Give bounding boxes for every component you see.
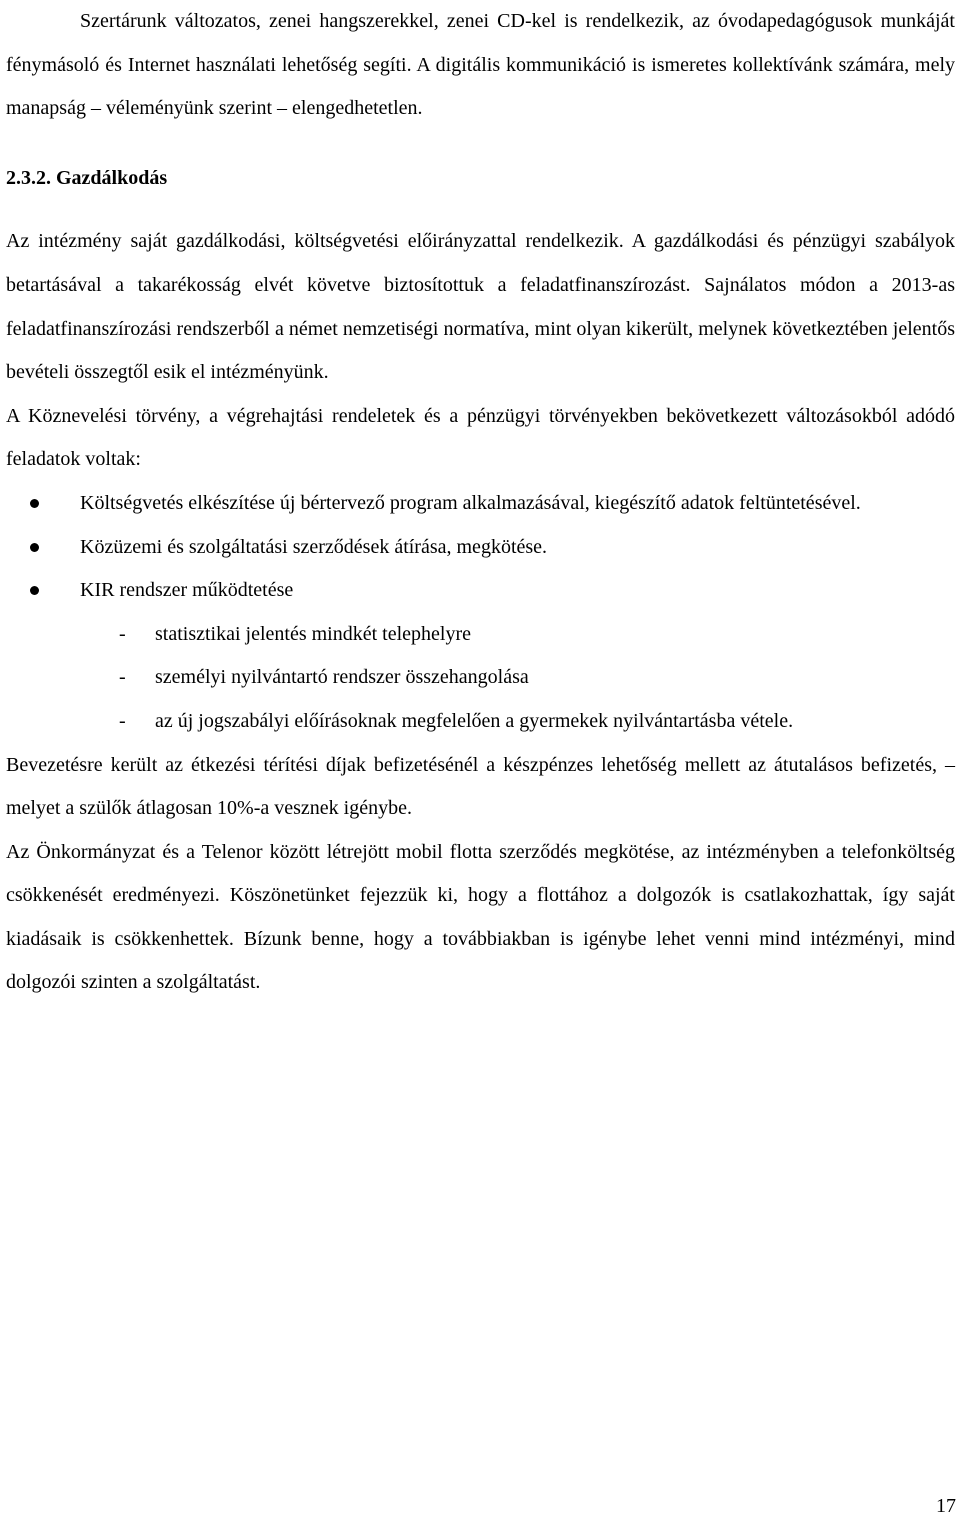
dash-marker: - bbox=[119, 622, 126, 645]
bullet-icon bbox=[30, 499, 39, 508]
dash-marker: - bbox=[119, 666, 126, 689]
paragraph-gazdalkodas-4: Az Önkormányzat és a Telenor között létrejött mobil flotta szerződés megkötése, az intézményben a telefonköltség csökkenését eredményezi. Köszönetünket fejezzük ki, hogy a flottához a dolgozók is csatlakozhattak, így saját kiadásaik is csökkenhettek. Bízunk benne, hogy a továbbiakban is igénybe lehet venni mind intézményi, mind dolgozói szinten a szolgáltatást. bbox=[6, 840, 955, 994]
bullet-icon bbox=[30, 543, 39, 552]
list-item-text: KIR rendszer működtetése bbox=[80, 579, 294, 602]
sub-list-item bbox=[6, 656, 955, 700]
list-item-text: Költségvetés elkészítése új bértervező program alkalmazásával, kiegészítő adatok feltüntetésével. bbox=[80, 491, 861, 514]
sub-list-item bbox=[6, 613, 955, 657]
paragraph-gazdalkodas-2: A Köznevelési törvény, a végrehajtási rendeletek és a pénzügyi törvényekben bekövetkezett változásokból adódó feladatok voltak: bbox=[6, 404, 955, 471]
list-item bbox=[6, 569, 955, 613]
list-item bbox=[6, 482, 955, 526]
kir-sub-list bbox=[6, 613, 955, 744]
list-item-text: Közüzemi és szolgáltatási szerződések átírása, megkötése. bbox=[80, 535, 548, 558]
document-page bbox=[6, 0, 955, 1005]
sub-list-item bbox=[6, 700, 955, 744]
section-heading: 2.3.2. Gazdálkodás bbox=[6, 166, 168, 189]
task-bullet-list bbox=[6, 482, 955, 613]
page-number: 17 bbox=[936, 1495, 956, 1517]
intro-paragraph: Szertárunk változatos, zenei hangszerekkel, zenei CD-kel is rendelkezik, az óvodapedagógusok munkáját fénymásoló és Internet használati lehetőség segíti. A digitális kommunikáció is ismeretes kollektívánk számára, mely manapság – véleményünk szerint – elengedhetetlen. bbox=[6, 10, 955, 120]
sub-list-item-text: az új jogszabályi előírásoknak megfelelően a gyermekek nyilvántartásba vétele. bbox=[155, 709, 794, 732]
section-heading-wrap bbox=[6, 157, 955, 201]
sub-list-item-text: statisztikai jelentés mindkét telephelyre bbox=[155, 622, 472, 645]
bullet-icon bbox=[30, 586, 39, 595]
list-item bbox=[6, 526, 955, 570]
sub-list-item-text: személyi nyilvántartó rendszer összehangolása bbox=[155, 666, 529, 689]
paragraph-gazdalkodas-3: Bevezetésre került az étkezési térítési díjak befizetésénél a készpénzes lehetőség mellett az átutalásos befizetés, – melyet a szülők átlagosan 10%-a vesznek igénybe. bbox=[6, 753, 955, 820]
dash-marker: - bbox=[119, 709, 126, 732]
paragraph-gazdalkodas-1: Az intézmény saját gazdálkodási, költségvetési előirányzattal rendelkezik. A gazdálkodási és pénzügyi szabályok betartásával a takarékosság elvét követve biztosítottuk a feladatfinanszírozást. Sajnálatos módon a 2013-as feladatfinanszírozási rendszerből a német nemzetiségi normatíva, mint olyan kikerült, melynek következtében jelentős bevételi összegtől esik el intézményünk. bbox=[6, 230, 955, 384]
